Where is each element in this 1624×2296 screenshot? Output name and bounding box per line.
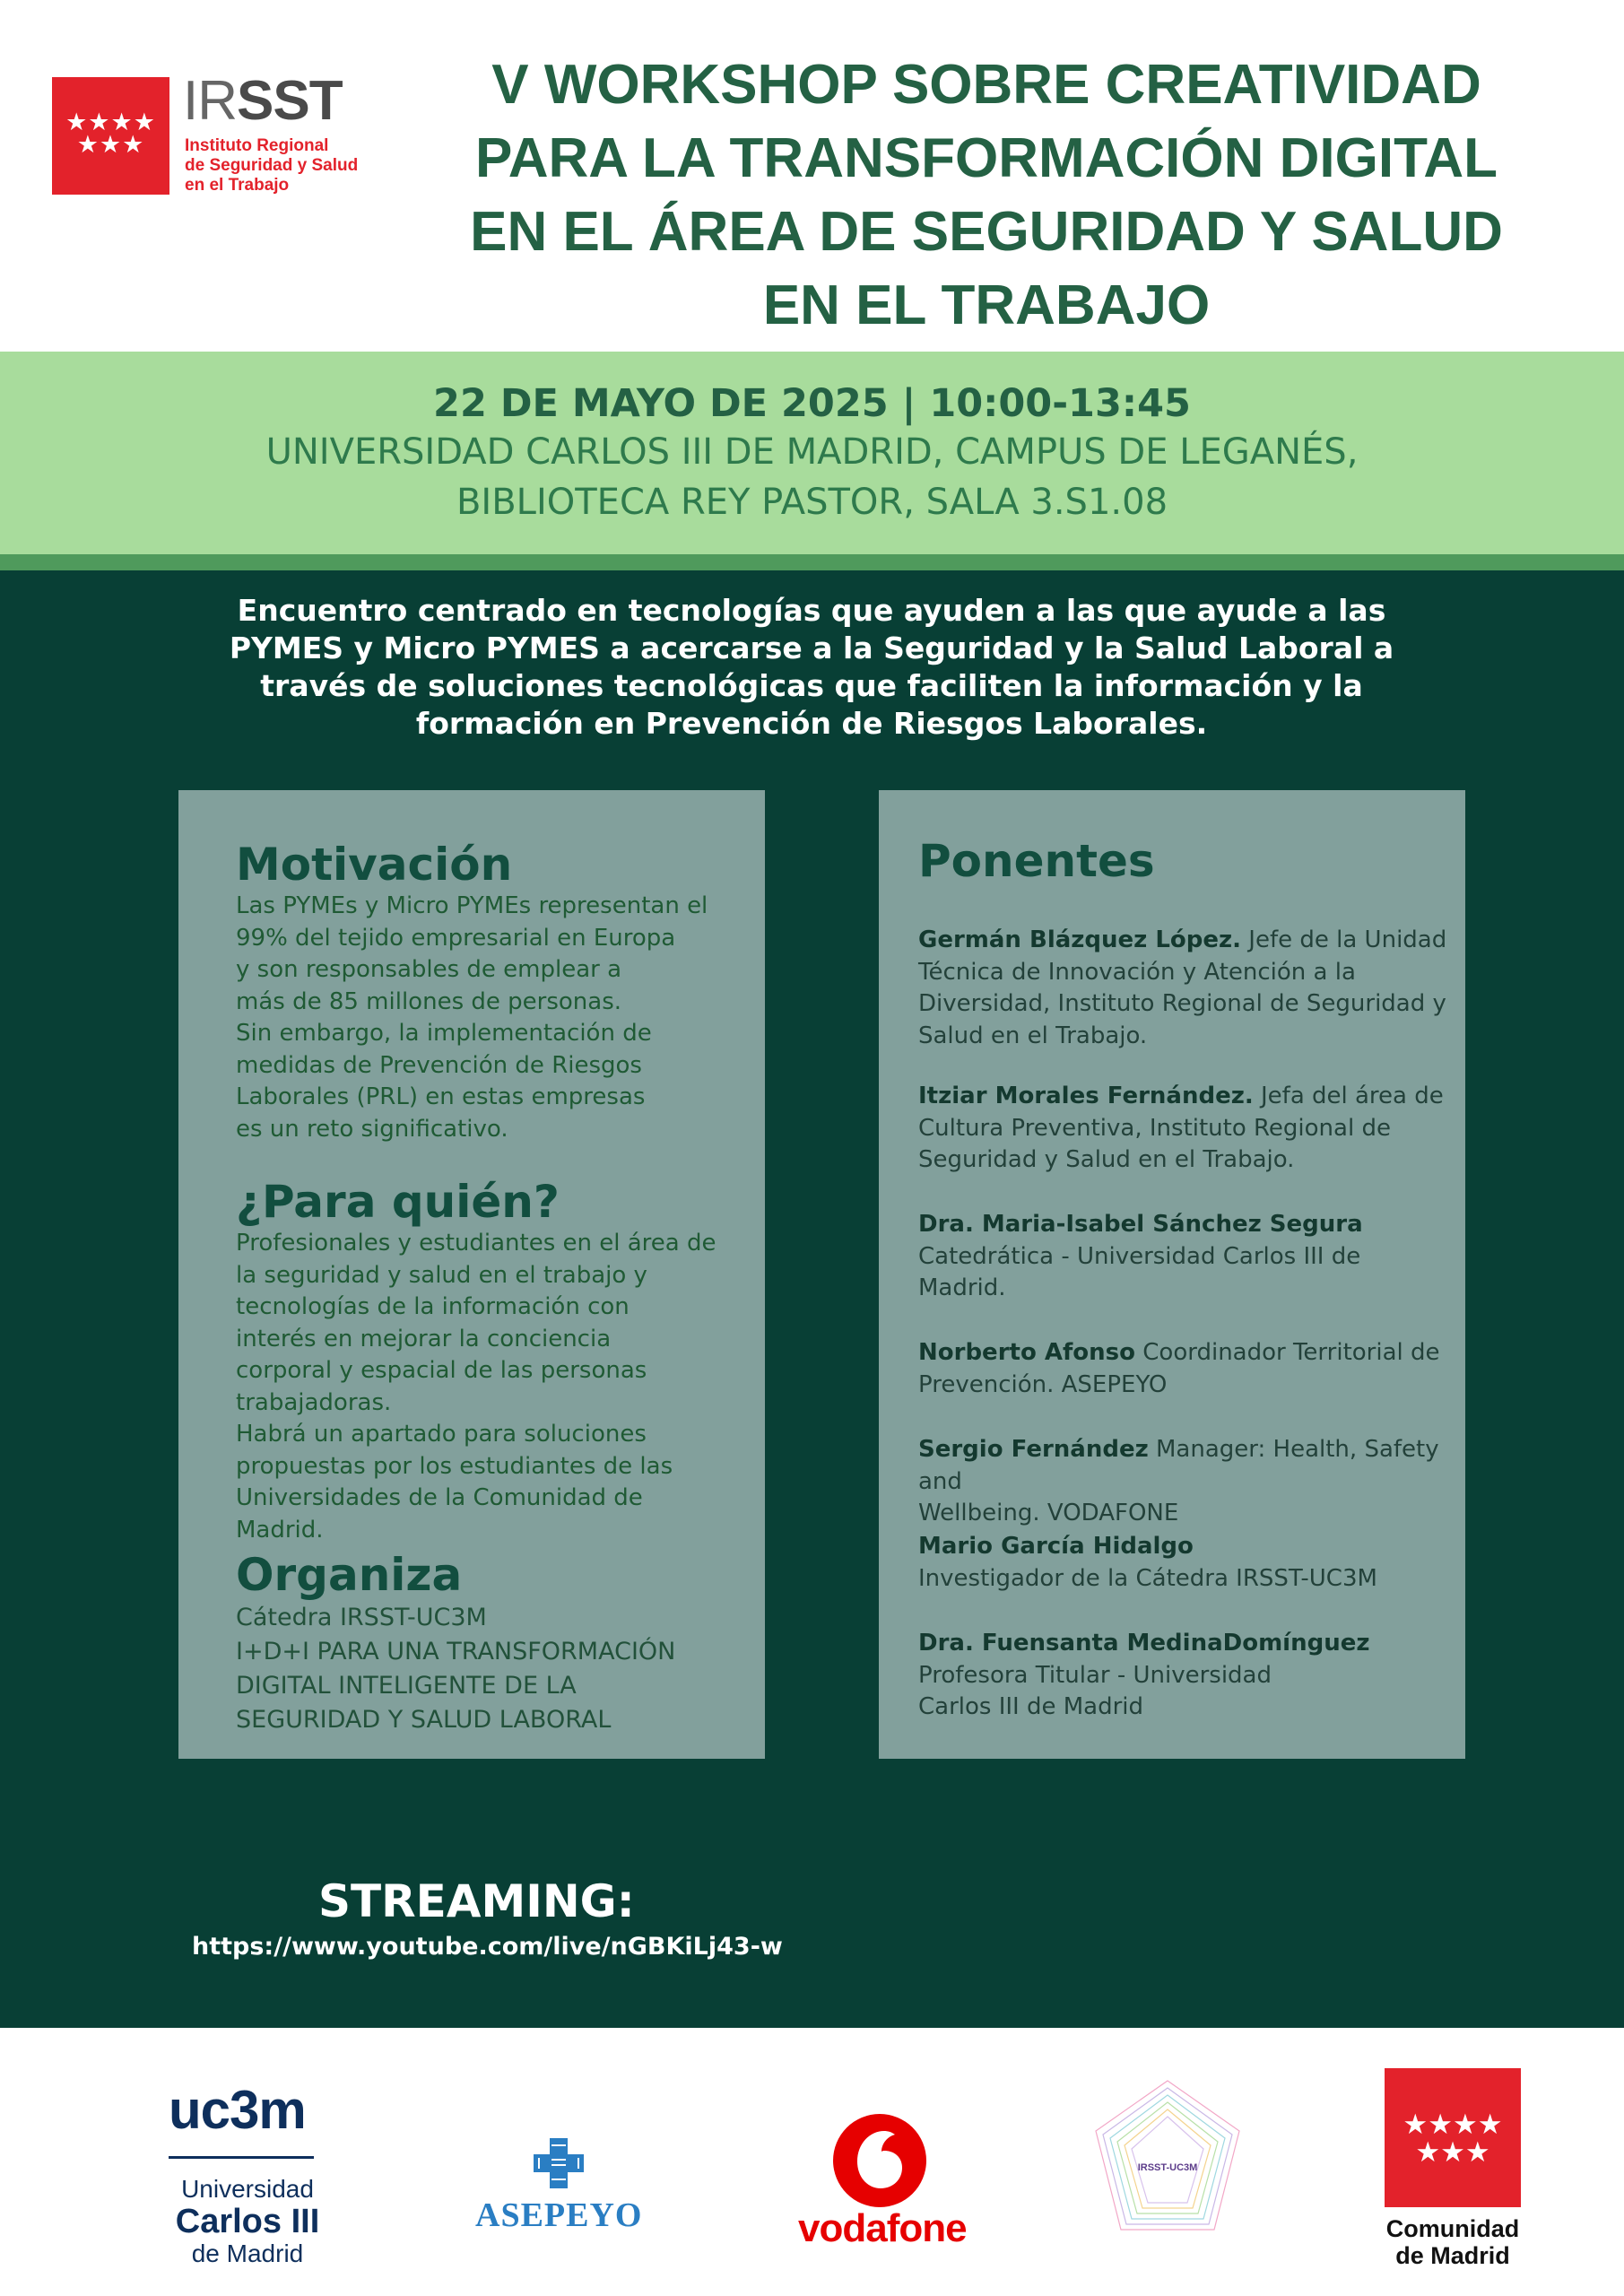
speaker-name: Sergio Fernández — [918, 1436, 1149, 1463]
speaker-name: Norberto Afonso — [918, 1339, 1135, 1366]
madrid-flag-icon: ★★★★ ★★★ — [1385, 2068, 1521, 2207]
streaming-label: STREAMING: — [318, 1875, 635, 1927]
irsst-logo — [52, 70, 366, 198]
speaker-entry: Germán Blázquez López. Jefe de la Unidad Técnica de Innovación y Atención a la Diversidad, Instituto Regional de Seguridad y Salud en el Trabajo. — [918, 926, 1447, 1049]
organiza-text: Cátedra IRSST-UC3M I+D+I PARA UNA TRANSFORMACIÓN DIGITAL INTELIGENTE DE LA SEGURIDAD Y SALUD LABORAL — [236, 1604, 676, 1734]
event-venue-line: BIBLIOTECA REY PASTOR, SALA 3.S1.08 — [456, 482, 1168, 523]
event-info-band — [0, 352, 1624, 554]
ponentes-heading: Ponentes — [918, 835, 1155, 887]
event-venue-line: UNIVERSIDAD CARLOS III DE MADRID, CAMPUS DE LEGANÉS, — [265, 431, 1359, 473]
comunidad-madrid-name: Comunidad de Madrid — [1385, 2215, 1520, 2269]
speakers-card — [879, 790, 1465, 1759]
geometric-ring-icon — [1087, 2075, 1248, 2255]
page-title: V WORKSHOP SOBRE CREATIVIDAD PARA LA TRANSFORMACIÓN DIGITAL EN EL ÁREA DE SEGURIDAD Y SALUD EN EL TRABAJO — [470, 54, 1503, 336]
streaming-link[interactable]: https://www.youtube.com/live/nGBKiLj43-w — [192, 1933, 783, 1961]
motivacion-heading: Motivación — [236, 839, 513, 891]
speaker-entry: Sergio Fernández Manager: Health, Safety and Wellbeing. VODAFONE — [918, 1436, 1439, 1526]
uc3m-name: Universidad Carlos III de Madrid — [175, 2175, 320, 2267]
uc3m-divider — [169, 2156, 314, 2159]
speaker-name: Germán Blázquez López. — [918, 926, 1242, 953]
para-quien-heading: ¿Para quién? — [236, 1176, 560, 1228]
motivacion-text: Las PYMEs y Micro PYMEs representan el 99% del tejido empresarial en Europa y son responsables de emplear a más de 85 millones de personas. Sin embargo, la implementación de medidas de Prevención de Riesgos Laborales (PRL) en estas empresas es un reto significativo. — [236, 892, 708, 1143]
irsst-wordmark: IRSST — [183, 70, 343, 132]
speaker-name: Mario García Hidalgo — [918, 1533, 1194, 1560]
asepeyo-wordmark: ASEPEYO — [475, 2196, 643, 2234]
speaker-entry: Dra. Fuensanta MedinaDomínguez Profesora Titular - Universidad Carlos III de Madrid — [918, 1630, 1370, 1720]
speaker-entry: Itziar Morales Fernández. Jefa del área de Cultura Preventiva, Instituto Regional de Seguridad y Salud en el Trabajo. — [918, 1083, 1444, 1173]
vodafone-wordmark: vodafone — [798, 2206, 967, 2250]
organiza-heading: Organiza — [236, 1549, 463, 1601]
speaker-name: Dra. Fuensanta MedinaDomínguez — [918, 1630, 1370, 1657]
content-panel — [0, 570, 1624, 2028]
speechmark-icon — [830, 2111, 929, 2210]
irsst-subtitle: Instituto Regional de Seguridad y Salud en el Trabajo — [185, 136, 359, 195]
speaker-name: Dra. Maria-Isabel Sánchez Segura — [918, 1211, 1363, 1238]
uc3m-wordmark: uc3m — [169, 2080, 306, 2140]
speaker-entry: Dra. Maria-Isabel Sánchez Segura Catedrática - Universidad Carlos III de Madrid. — [918, 1211, 1363, 1301]
info-card — [178, 790, 765, 1759]
speaker-entry: Mario García Hidalgo Investigador de la Cátedra IRSST-UC3M — [918, 1533, 1377, 1592]
para-quien-text: Profesionales y estudiantes en el área de la seguridad y salud en el trabajo y tecnologías de la información con interés en mejorar la conciencia corporal y espacial de las personas trabajadoras. Habrá un apartado para soluciones propuestas por los estudiantes de las Universidades de la Comunidad de Madrid. — [236, 1230, 716, 1544]
speaker-entry: Norberto Afonso Coordinador Territorial de Prevención. ASEPEYO — [918, 1339, 1440, 1398]
intro-text: Encuentro centrado en tecnologías que ayuden a las que ayude a las PYMES y Micro PYMES a acercarse a la Seguridad y la Salud Laboral a través de soluciones tecnológicas que faciliten la información y la formación en Prevención de Riesgos Laborales. — [229, 593, 1394, 741]
cross-icon — [534, 2138, 584, 2188]
madrid-flag-icon: ★★★★ ★★★ — [52, 77, 169, 195]
speaker-name: Itziar Morales Fernández. — [918, 1083, 1254, 1109]
event-date-time: 22 DE MAYO DE 2025 | 10:00-13:45 — [433, 381, 1191, 426]
divider-stripe — [0, 554, 1624, 570]
irsst-uc3m-label: IRSST-UC3M — [1137, 2162, 1198, 2173]
